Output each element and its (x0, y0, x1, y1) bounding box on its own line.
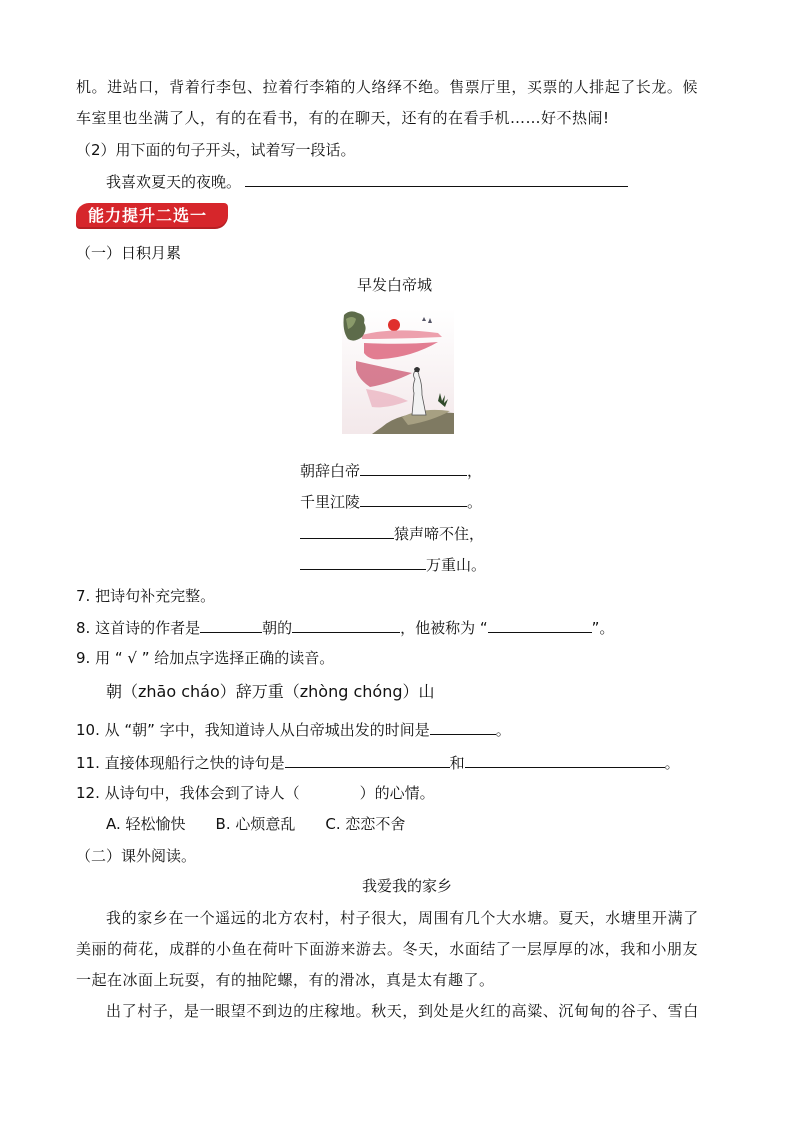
question-7: 7. 把诗句补充完整。 (76, 587, 216, 605)
sun-icon (388, 319, 400, 331)
poem-line-1: 朝辞白帝 ， (300, 462, 483, 480)
poem-blank-3[interactable] (300, 523, 394, 539)
reading-p2-line-1: 出了村子，是一眼望不到边的庄稼地。秋天，到处是火红的高粱、沉甸甸的谷子、雪白 (106, 1002, 699, 1020)
author-blank[interactable] (292, 617, 400, 633)
intro-line-2: 车室里也坐满了人，有的在看书，有的在聊天，还有的在看手机……好不热闹! (76, 109, 610, 127)
reading-p1-line-2: 美丽的荷花，成群的小鱼在荷叶下面游来游去。冬天，水面结了一层厚厚的冰，我和小朋友 (76, 940, 699, 958)
reading-title: 我爱我的家乡 (362, 877, 453, 895)
dynasty-blank[interactable] (200, 617, 262, 633)
question-9-pinyin[interactable]: 朝（zhāo cháo）辞万重（zhòng chóng）山 (106, 682, 435, 701)
time-blank[interactable] (430, 719, 496, 735)
poem-blank-2[interactable] (360, 491, 467, 507)
intro-line-3: （2）用下面的句子开头，试着写一段话。 (76, 141, 356, 159)
sentence-starter: 我喜欢夏天的夜晚。 (106, 173, 242, 191)
reading-p1-line-1: 我的家乡在一个遥远的北方农村，村子很大，周围有几个大水塘。夏天，水塘里开满了 (106, 909, 699, 927)
intro-line-1: 机。进站口，背着行李包、拉着行李箱的人络绎不绝。售票厅里，买票的人排起了长龙。候 (76, 78, 699, 96)
poem-line-3: 猿声啼不住， (300, 523, 484, 544)
verse-blank-2[interactable] (465, 752, 665, 768)
question-9: 9. 用 “ √ ” 给加点字选择正确的读音。 (76, 649, 335, 667)
writing-blank[interactable] (245, 171, 628, 187)
part1-heading: （一）日积月累 (76, 244, 182, 262)
poem-blank-1[interactable] (360, 460, 467, 476)
intro-line-4 (106, 171, 628, 192)
section-badge (76, 203, 228, 229)
part2-heading: （二）课外阅读。 (76, 847, 197, 865)
poem-line-4: 万重山。 (300, 554, 486, 575)
poem-title: 早发白帝城 (357, 276, 433, 294)
verse-blank-1[interactable] (285, 752, 450, 768)
question-11: 11. 直接体现船行之快的诗句是 和 。 (76, 754, 680, 772)
poem-line-2: 千里江陵 。 (300, 493, 483, 511)
poem-illustration (342, 309, 454, 434)
title-blank[interactable] (488, 617, 592, 633)
question-12-options[interactable]: A. 轻松愉快 B. 心烦意乱 C. 恋恋不舍 (106, 815, 406, 833)
question-10: 10. 从 “朝” 字中，我知道诗人从白帝城出发的时间是 。 (76, 721, 511, 739)
question-8: 8. 这首诗的作者是 朝的 ，他被称为 “ ”。 (76, 619, 615, 637)
question-12: 12. 从诗句中，我体会到了诗人（ ）的心情。 (76, 784, 435, 802)
poem-blank-4[interactable] (300, 554, 426, 570)
reading-p1-line-3: 一起在冰面上玩耍，有的抽陀螺，有的滑冰，真是太有趣了。 (76, 971, 495, 989)
section-badge-label: 能力提升二选一 (88, 206, 208, 225)
